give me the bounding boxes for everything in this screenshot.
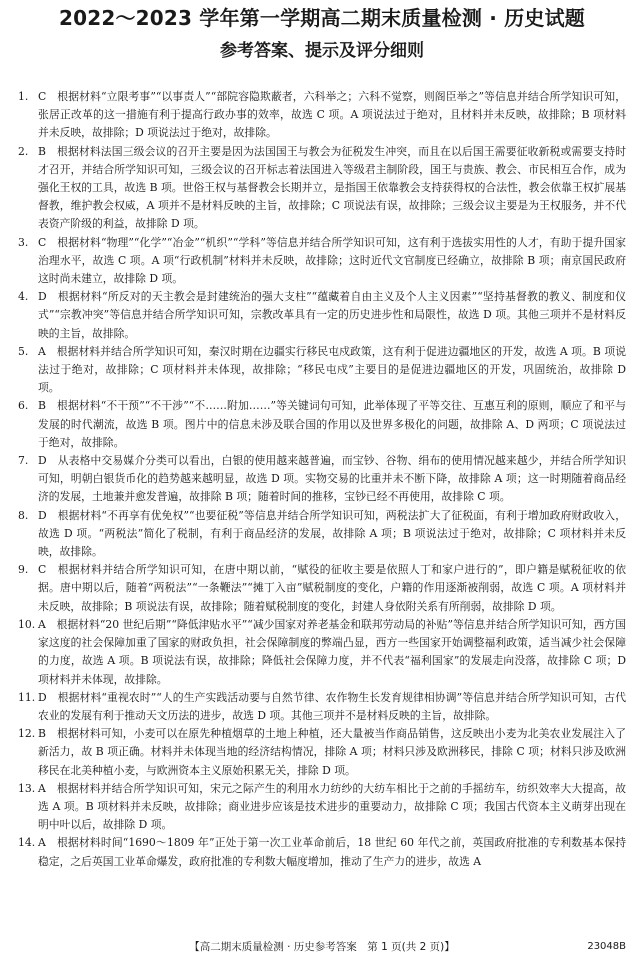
answer-text: A 根据材料时间“1690～1809 年”正处于第一次工业革命前后，18 世纪 60 年代之前，英国政府批准的专利数基本保持稳定，之后英国工业革命爆发，政府批准的专利数大幅度增加，推动了生产力的进步，故选 A xyxy=(38,836,626,868)
answer-item xyxy=(18,397,626,452)
answer-number: 11. xyxy=(18,690,36,704)
answer-text: D 从表格中交易媒介分类可以看出，白银的使用越来越普遍，而宝钞、谷物、绢布的使用情况越来越少，并结合所学知识可知，明朝白银货币化的趋势越来越明显，故选 D 项。实物交易的比重并未不断下降，故排除 A 项；这一时期随着商品经济的发展，土地兼并愈发普遍，故排除 B 项；随着时间的推移，宝钞已经不再使用，故排除 C 项。 xyxy=(38,454,626,504)
answer-item xyxy=(18,143,626,234)
answer-list xyxy=(18,88,626,871)
answer-item xyxy=(18,452,626,507)
answer-number: 6. xyxy=(18,399,29,413)
answer-item xyxy=(18,689,626,725)
footer-doc-code: 23048B xyxy=(587,941,626,952)
answer-number: 10. xyxy=(18,617,36,631)
answer-item xyxy=(18,288,626,343)
answer-item xyxy=(18,343,626,398)
answer-text: B 根据材料“不干预”“不干涉”“不……附加……”等关键词句可知，此举体现了平等交往、互惠互利的原则，顺应了和平与发展的时代潮流，故选 B 项。图片中的信息未涉及联合国的作用以及世界多极化的问题，故排除 A、D 两项；C 项说法过于绝对，故排除。 xyxy=(38,399,626,449)
answer-item xyxy=(18,725,626,780)
answer-item xyxy=(18,234,626,289)
answer-item xyxy=(18,616,626,689)
answer-text: D 根据材料“所反对的天主教会是封建统治的强大支柱”“蕴藏着自由主义及个人主义因素”“坚持基督教的教义、制度和仪式”“宗教冲突”等信息并结合所学知识可知，宗教改革具有一定的历史进步性和局限性，故选 D 项。其他三项并不是材料反映的主旨，故排除。 xyxy=(38,290,626,340)
answer-item xyxy=(18,561,626,616)
answer-number: 14. xyxy=(18,836,36,850)
answer-item xyxy=(18,88,626,143)
answer-text: D 根据材料“不再享有优免权”“也要征税”等信息并结合所学知识可知，两税法扩大了征税面，有利于增加政府财政收入，故选 D 项。“两税法”简化了税制，有利于商品经济的发展，故排除 A 项；B 项说法过于绝对，故排除；C 项材料并未反映，故排除。 xyxy=(38,508,626,559)
answer-number: 4. xyxy=(18,290,29,304)
answer-item xyxy=(18,507,626,562)
answer-number: 1. xyxy=(18,90,29,103)
answer-text: D 根据材料“重视农时”“人的生产实践活动要与自然节律、农作物生长发育规律相协调”等信息并结合所学知识可知，古代农业的发展有利于推动天文历法的进步，故选 D 项。其他三项并不是材料反映的主旨，故排除。 xyxy=(38,690,626,722)
answer-number: 2. xyxy=(18,144,29,158)
answer-number: 7. xyxy=(18,454,29,468)
answer-text: C 根据材料“立限考事”“以事责人”“部院容隐欺蔽者，六科举之；六科不觉察，则阁臣举之”等信息并结合所学知识可知，张居正改革的这一措施有利于提高行政办事的效率，故选 C 项。A 项说法过于绝对，且材料并未反映，故排除；B 项材料并未反映，故排除；D 项说法过于绝对，故排除。 xyxy=(38,90,626,140)
answer-number: 3. xyxy=(18,235,29,249)
answer-number: 8. xyxy=(18,508,29,522)
answer-number: 9. xyxy=(18,563,29,577)
answer-text: A 根据材料并结合所学知识可知，秦汉时期在边疆实行移民屯戍政策，这有利于促进边疆地区的开发，故选 A 项。B 项说法过于绝对，故排除；C 项材料并未体现，故排除；“移民屯戍”主要目的是促进边疆地区的开发，巩固统治，故排除 D 项。 xyxy=(38,344,626,395)
answer-item xyxy=(18,780,626,835)
answer-text: B 根据材料可知，小麦可以在原先种植烟草的土地上种植，还大量被当作商品销售，这反映出小麦为北美农业发展注入了新活力，故 B 项正确。材料并未体现当地的经济结构情况，排除 A 项；材料只涉及欧洲移民，排除 C 项；材料只涉及欧洲移民在北美种植小麦，与欧洲资本主义原始积累无关，排除 D 项。 xyxy=(38,727,626,777)
answer-item xyxy=(18,834,626,870)
page-title: 2022～2023 学年第一学期高二期末质量检测 · 历史试题 xyxy=(58,6,585,30)
answer-text: C 根据材料“物理”“化学”“冶金”“机织”“学科”等信息并结合所学知识可知，这有利于选拔实用性的人才，有助于提升国家治理水平，故选 C 项。A 项“行政机制”材料并未反映，故排除；这时近代文官制度已经确立，故排除 B 项；南京国民政府这时尚未建立，故排除 D 项。 xyxy=(38,235,626,286)
answer-number: 12. xyxy=(18,727,36,741)
footer-page-info: 【高二期末质量检测 · 历史参考答案 第 1 页(共 2 页)】 xyxy=(189,941,455,953)
answer-number: 13. xyxy=(18,781,36,795)
answer-text: C 根据材料并结合所学知识可知，在唐中期以前，“赋役的征收主要是依照人丁和家户进行的”，即户籍是赋税征收的依据。唐中期以后，随着“两税法”“一条鞭法”“摊丁入亩”赋税制度的变化，户籍的作用逐渐被削弱，故选 C 项。A 项材料并未反映，故排除；B 项说法有误，故排除；随着赋税制度的变化，封建人身依附关系有所削弱，故排除 D 项。 xyxy=(38,563,626,613)
page-footer xyxy=(0,938,644,956)
answer-text: A 根据材料并结合所学知识可知，宋元之际产生的利用水力纺纱的大纺车相比于之前的手摇纺车，纺织效率大大提高，故选 A 项。B 项材料并未反映，故排除；商业进步应该是技术进步的重要动力，故排除 C 项；我国古代资本主义萌芽出现在明中叶以后，故排除 D 项。 xyxy=(38,781,626,832)
answer-number: 5. xyxy=(18,344,29,358)
answer-text: A 根据材料“20 世纪后期”“降低津贴水平”“减少国家对养老基金和联邦劳动局的补贴”等信息并结合所学知识可知，西方国家这度的社会保障加重了国家的财政负担，社会保障制度的弊端凸显，西方一些国家开始调整福利政策，适当减少社会保障的力度，故选 A 项。B 项说法有误，故排除；降低社会保障力度，并不代表“福利国家”的发展走向没落，故排除 C 项；D 项材料并未体现，故排除。 xyxy=(38,617,626,686)
answer-text: B 根据材料法国三级会议的召开主要是因为法国国王与教会为征税发生冲突，而且在以后国王需要征收新税或需要支持时才召开，并结合所学知识可知，三级会议的召开标志着法国进入等级君主制阶段，国王与贵族、教会、市民相互合作，成为强化王权的工具，故选 B 项。世俗王权与基督教会长期并立，是指国王依靠教会支持获得权的合法性，教会依靠王权扩展基督教，维护教会权威，A 项并不是材料反映的主旨，故排除；C 项说法有误，故排除；三级会议主要是为王权服务，并不代表资产阶级的利益，故排除 D 项。 xyxy=(38,144,626,231)
page-subtitle: 参考答案、提示及评分细则 xyxy=(220,41,424,61)
